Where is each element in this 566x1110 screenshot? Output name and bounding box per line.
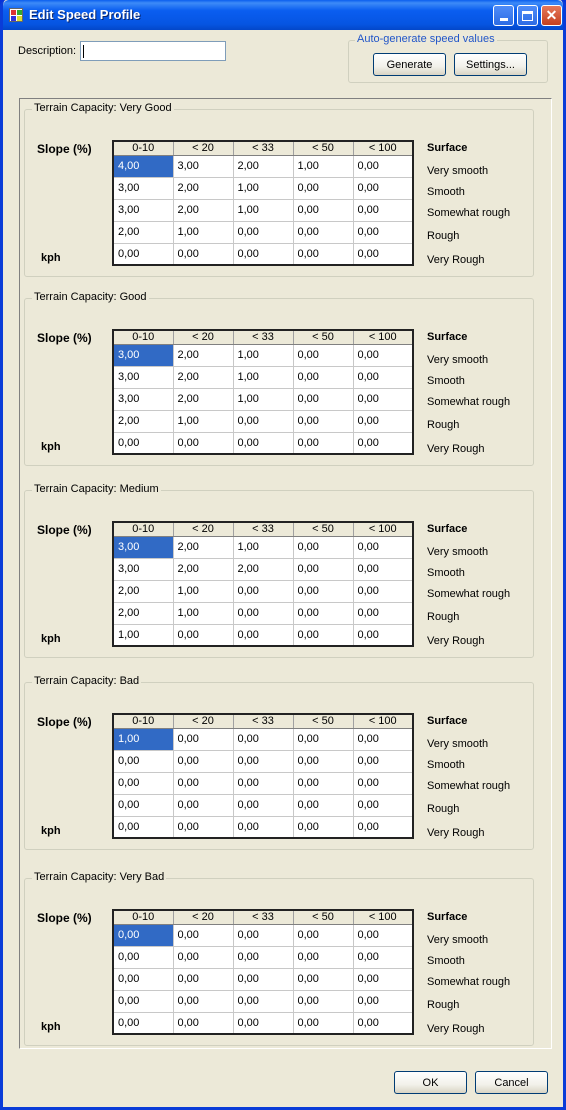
surface-label: Very Rough <box>427 635 485 647</box>
slope-column-header[interactable]: < 33 <box>233 910 293 924</box>
speed-cell[interactable]: 0,00 <box>173 243 233 265</box>
terrain-group <box>24 291 534 466</box>
slope-column-header[interactable]: 0-10 <box>113 910 173 924</box>
speed-cell[interactable]: 3,00 <box>113 388 173 410</box>
speed-cell[interactable]: 0,00 <box>233 1012 293 1034</box>
terrain-group <box>24 102 534 277</box>
column-header-row <box>113 522 413 536</box>
speed-cell[interactable]: 0,00 <box>353 602 413 624</box>
speed-cell[interactable]: 0,00 <box>353 772 413 794</box>
speed-cell[interactable]: 1,00 <box>173 410 233 432</box>
table-row <box>113 624 413 646</box>
settings-button[interactable]: Settings... <box>454 53 527 76</box>
slope-label: Slope (%) <box>37 523 92 537</box>
speed-cell[interactable]: 3,00 <box>113 344 173 366</box>
speed-cell[interactable]: 1,00 <box>173 602 233 624</box>
speed-grid[interactable] <box>112 329 414 455</box>
cancel-button[interactable]: Cancel <box>475 1071 548 1094</box>
slope-column-header[interactable]: < 33 <box>233 330 293 344</box>
description-label: Description: <box>18 45 77 57</box>
speed-cell[interactable]: 0,00 <box>113 924 173 946</box>
speed-cell[interactable]: 0,00 <box>353 968 413 990</box>
speed-cell[interactable]: 0,00 <box>293 199 353 221</box>
speed-cell[interactable]: 0,00 <box>353 388 413 410</box>
surface-label: Rough <box>427 419 460 431</box>
speed-cell[interactable]: 0,00 <box>173 1012 233 1034</box>
speed-cell[interactable]: 0,00 <box>293 946 353 968</box>
speed-cell[interactable]: 0,00 <box>293 794 353 816</box>
speed-cell[interactable]: 0,00 <box>173 924 233 946</box>
surface-label: Smooth <box>427 955 465 967</box>
terrain-group <box>24 483 534 658</box>
speed-cell[interactable]: 0,00 <box>293 624 353 646</box>
speed-cell[interactable]: 1,00 <box>233 388 293 410</box>
speed-cell[interactable]: 0,00 <box>293 772 353 794</box>
slope-column-header[interactable]: 0-10 <box>113 522 173 536</box>
table-row <box>113 366 413 388</box>
speed-cell[interactable]: 2,00 <box>113 410 173 432</box>
speed-cell[interactable]: 0,00 <box>233 946 293 968</box>
kph-label: kph <box>41 1021 61 1033</box>
surface-header: Surface <box>427 331 468 343</box>
speed-cell[interactable]: 2,00 <box>173 344 233 366</box>
speed-cell[interactable]: 2,00 <box>173 558 233 580</box>
table-row <box>113 558 413 580</box>
maximize-button[interactable] <box>517 5 538 26</box>
slope-column-header[interactable]: < 20 <box>173 330 233 344</box>
speed-cell[interactable]: 0,00 <box>293 177 353 199</box>
speed-cell[interactable]: 2,00 <box>113 221 173 243</box>
surface-label: Rough <box>427 611 460 623</box>
speed-cell[interactable]: 0,00 <box>293 410 353 432</box>
kph-label: kph <box>41 825 61 837</box>
speed-cell[interactable]: 0,00 <box>233 410 293 432</box>
table-row <box>113 199 413 221</box>
speed-cell[interactable]: 0,00 <box>113 794 173 816</box>
speed-cell[interactable]: 0,00 <box>353 946 413 968</box>
table-row <box>113 946 413 968</box>
surface-label: Very smooth <box>427 354 489 366</box>
speed-cell[interactable]: 0,00 <box>293 816 353 838</box>
slope-column-header[interactable]: < 33 <box>233 522 293 536</box>
speed-cell[interactable]: 0,00 <box>113 243 173 265</box>
speed-cell[interactable]: 0,00 <box>293 243 353 265</box>
window-title: Edit Speed Profile <box>29 7 141 22</box>
speed-cell[interactable]: 0,00 <box>293 388 353 410</box>
speed-cell[interactable]: 0,00 <box>233 624 293 646</box>
speed-cell[interactable]: 2,00 <box>233 155 293 177</box>
speed-cell[interactable]: 0,00 <box>293 924 353 946</box>
terrain-group <box>24 871 534 1046</box>
speed-cell[interactable]: 1,00 <box>233 199 293 221</box>
speed-cell[interactable]: 0,00 <box>233 580 293 602</box>
close-button[interactable] <box>541 5 562 26</box>
slope-column-header[interactable]: < 20 <box>173 522 233 536</box>
surface-label: Very Rough <box>427 254 485 266</box>
table-row <box>113 536 413 558</box>
speed-cell[interactable]: 0,00 <box>113 772 173 794</box>
terrain-group-title: Terrain Capacity: Good <box>34 291 147 303</box>
speed-cell[interactable]: 2,00 <box>113 602 173 624</box>
slope-column-header[interactable]: < 100 <box>353 330 413 344</box>
terrain-group-title: Terrain Capacity: Very Good <box>34 102 172 114</box>
surface-label: Very Rough <box>427 1023 485 1035</box>
table-row <box>113 221 413 243</box>
terrain-group <box>24 675 534 850</box>
table-row <box>113 990 413 1012</box>
slope-column-header[interactable]: < 50 <box>293 910 353 924</box>
speed-cell[interactable]: 0,00 <box>173 990 233 1012</box>
speed-cell[interactable]: 2,00 <box>233 558 293 580</box>
table-row <box>113 772 413 794</box>
speed-cell[interactable]: 0,00 <box>353 536 413 558</box>
speed-cell[interactable]: 1,00 <box>113 624 173 646</box>
table-row <box>113 388 413 410</box>
slope-column-header[interactable]: < 20 <box>173 714 233 728</box>
slope-column-header[interactable]: < 50 <box>293 330 353 344</box>
minimize-button[interactable] <box>493 5 514 26</box>
speed-cell[interactable]: 0,00 <box>173 750 233 772</box>
speed-cell[interactable]: 0,00 <box>293 750 353 772</box>
surface-label: Very smooth <box>427 738 489 750</box>
surface-label: Somewhat rough <box>427 780 511 792</box>
speed-cell[interactable]: 0,00 <box>353 177 413 199</box>
speed-cell[interactable]: 0,00 <box>353 344 413 366</box>
speed-cell[interactable]: 0,00 <box>293 536 353 558</box>
speed-cell[interactable]: 0,00 <box>233 750 293 772</box>
slope-column-header[interactable]: < 50 <box>293 522 353 536</box>
slope-label: Slope (%) <box>37 142 92 156</box>
table-row <box>113 344 413 366</box>
column-header-row <box>113 141 413 155</box>
speed-cell[interactable]: 0,00 <box>293 968 353 990</box>
speed-cell[interactable]: 0,00 <box>353 624 413 646</box>
table-row <box>113 1012 413 1034</box>
surface-label: Very Rough <box>427 443 485 455</box>
speed-cell[interactable]: 0,00 <box>353 750 413 772</box>
slope-label: Slope (%) <box>37 911 92 925</box>
table-row <box>113 243 413 265</box>
surface-label: Very smooth <box>427 934 489 946</box>
minimize-icon <box>500 18 508 21</box>
surface-label: Rough <box>427 803 460 815</box>
speed-cell[interactable]: 0,00 <box>353 199 413 221</box>
speed-cell[interactable]: 2,00 <box>113 580 173 602</box>
surface-label: Smooth <box>427 186 465 198</box>
speed-cell[interactable]: 0,00 <box>293 366 353 388</box>
speed-cell[interactable]: 0,00 <box>173 432 233 454</box>
speed-cell[interactable]: 0,00 <box>173 968 233 990</box>
table-row <box>113 924 413 946</box>
speed-cell[interactable]: 0,00 <box>233 432 293 454</box>
slope-column-header[interactable]: 0-10 <box>113 330 173 344</box>
surface-label: Smooth <box>427 759 465 771</box>
surface-header: Surface <box>427 142 468 154</box>
speed-cell[interactable]: 3,00 <box>113 177 173 199</box>
slope-column-header[interactable]: < 50 <box>293 141 353 155</box>
speed-cell[interactable]: 0,00 <box>353 990 413 1012</box>
speed-cell[interactable]: 0,00 <box>173 946 233 968</box>
speed-grid[interactable] <box>112 521 414 647</box>
speed-cell[interactable]: 0,00 <box>113 990 173 1012</box>
table-row <box>113 816 413 838</box>
speed-cell[interactable]: 2,00 <box>173 199 233 221</box>
slope-column-header[interactable]: < 33 <box>233 141 293 155</box>
maximize-icon <box>522 11 533 21</box>
surface-label: Very smooth <box>427 546 489 558</box>
surface-header: Surface <box>427 715 468 727</box>
surface-label: Somewhat rough <box>427 207 511 219</box>
speed-cell[interactable]: 0,00 <box>353 366 413 388</box>
speed-cell[interactable]: 0,00 <box>353 221 413 243</box>
speed-cell[interactable]: 0,00 <box>233 816 293 838</box>
speed-cell[interactable]: 0,00 <box>353 432 413 454</box>
speed-cell[interactable]: 0,00 <box>353 794 413 816</box>
speed-cell[interactable]: 0,00 <box>353 816 413 838</box>
surface-label: Somewhat rough <box>427 396 511 408</box>
speed-cell[interactable]: 1,00 <box>233 536 293 558</box>
slope-column-header[interactable]: 0-10 <box>113 141 173 155</box>
speed-cell[interactable]: 3,00 <box>113 536 173 558</box>
speed-cell[interactable]: 0,00 <box>353 580 413 602</box>
speed-cell[interactable]: 3,00 <box>173 155 233 177</box>
table-row <box>113 794 413 816</box>
speed-cell[interactable]: 0,00 <box>113 968 173 990</box>
surface-label: Somewhat rough <box>427 976 511 988</box>
surface-label: Very smooth <box>427 165 489 177</box>
slope-label: Slope (%) <box>37 331 92 345</box>
speed-cell[interactable]: 0,00 <box>113 946 173 968</box>
column-header-row <box>113 714 413 728</box>
generate-button[interactable]: Generate <box>373 53 446 76</box>
slope-label: Slope (%) <box>37 715 92 729</box>
speed-cell[interactable]: 1,00 <box>113 728 173 750</box>
speed-cell[interactable]: 0,00 <box>233 602 293 624</box>
speed-cell[interactable]: 0,00 <box>293 990 353 1012</box>
table-row <box>113 155 413 177</box>
speed-cell[interactable]: 0,00 <box>233 221 293 243</box>
speed-cell[interactable]: 0,00 <box>233 990 293 1012</box>
table-row <box>113 968 413 990</box>
speed-table-panel <box>19 98 552 1049</box>
speed-cell[interactable]: 1,00 <box>233 177 293 199</box>
surface-label: Smooth <box>427 375 465 387</box>
speed-cell[interactable]: 0,00 <box>293 221 353 243</box>
kph-label: kph <box>41 633 61 645</box>
surface-label: Rough <box>427 999 460 1011</box>
speed-cell[interactable]: 0,00 <box>293 344 353 366</box>
speed-cell[interactable]: 1,00 <box>233 366 293 388</box>
title-bar[interactable] <box>3 0 563 30</box>
table-row <box>113 602 413 624</box>
speed-cell[interactable]: 0,00 <box>293 1012 353 1034</box>
speed-grid[interactable] <box>112 140 414 266</box>
surface-header: Surface <box>427 911 468 923</box>
speed-cell[interactable]: 1,00 <box>173 221 233 243</box>
speed-cell[interactable]: 0,00 <box>233 794 293 816</box>
speed-cell[interactable]: 0,00 <box>353 155 413 177</box>
speed-cell[interactable]: 2,00 <box>173 388 233 410</box>
slope-column-header[interactable]: < 50 <box>293 714 353 728</box>
speed-cell[interactable]: 1,00 <box>173 580 233 602</box>
slope-column-header[interactable]: < 100 <box>353 522 413 536</box>
app-icon <box>9 8 23 22</box>
speed-cell[interactable]: 3,00 <box>113 366 173 388</box>
surface-label: Very Rough <box>427 827 485 839</box>
speed-cell[interactable]: 0,00 <box>113 432 173 454</box>
ok-button[interactable]: OK <box>394 1071 467 1094</box>
text-caret <box>83 45 84 58</box>
speed-cell[interactable]: 0,00 <box>353 243 413 265</box>
speed-cell[interactable]: 0,00 <box>113 750 173 772</box>
speed-cell[interactable]: 0,00 <box>173 624 233 646</box>
kph-label: kph <box>41 441 61 453</box>
speed-cell[interactable]: 0,00 <box>293 728 353 750</box>
speed-cell[interactable]: 1,00 <box>233 344 293 366</box>
slope-column-header[interactable]: < 100 <box>353 714 413 728</box>
column-header-row <box>113 330 413 344</box>
speed-cell[interactable]: 0,00 <box>233 924 293 946</box>
table-row <box>113 177 413 199</box>
column-header-row <box>113 910 413 924</box>
surface-label: Smooth <box>427 567 465 579</box>
table-row <box>113 750 413 772</box>
table-row <box>113 410 413 432</box>
speed-cell[interactable]: 0,00 <box>353 410 413 432</box>
speed-cell[interactable]: 0,00 <box>353 728 413 750</box>
slope-column-header[interactable]: < 33 <box>233 714 293 728</box>
speed-cell[interactable]: 0,00 <box>113 1012 173 1034</box>
speed-cell[interactable]: 0,00 <box>353 1012 413 1034</box>
slope-column-header[interactable]: < 100 <box>353 141 413 155</box>
autogen-group-title: Auto-generate speed values <box>357 33 495 45</box>
table-row <box>113 580 413 602</box>
speed-cell[interactable]: 0,00 <box>173 816 233 838</box>
speed-cell[interactable]: 3,00 <box>113 199 173 221</box>
slope-column-header[interactable]: < 20 <box>173 910 233 924</box>
speed-cell[interactable]: 3,00 <box>113 558 173 580</box>
slope-column-header[interactable]: < 100 <box>353 910 413 924</box>
speed-grid[interactable] <box>112 909 414 1035</box>
speed-cell[interactable]: 0,00 <box>233 968 293 990</box>
speed-cell[interactable]: 0,00 <box>233 243 293 265</box>
speed-cell[interactable]: 0,00 <box>293 602 353 624</box>
close-icon: ✕ <box>545 7 558 23</box>
speed-cell[interactable]: 0,00 <box>173 794 233 816</box>
speed-cell[interactable]: 4,00 <box>113 155 173 177</box>
table-row <box>113 432 413 454</box>
speed-cell[interactable]: 0,00 <box>353 558 413 580</box>
slope-column-header[interactable]: 0-10 <box>113 714 173 728</box>
speed-cell[interactable]: 2,00 <box>173 536 233 558</box>
terrain-group-title: Terrain Capacity: Bad <box>34 675 140 687</box>
description-input[interactable] <box>80 41 226 61</box>
speed-cell[interactable]: 0,00 <box>113 816 173 838</box>
kph-label: kph <box>41 252 61 264</box>
speed-cell[interactable]: 0,00 <box>233 772 293 794</box>
speed-cell[interactable]: 0,00 <box>173 728 233 750</box>
surface-header: Surface <box>427 523 468 535</box>
surface-label: Rough <box>427 230 460 242</box>
table-row <box>113 728 413 750</box>
slope-column-header[interactable]: < 20 <box>173 141 233 155</box>
speed-cell[interactable]: 0,00 <box>353 924 413 946</box>
speed-cell[interactable]: 1,00 <box>293 155 353 177</box>
terrain-group-title: Terrain Capacity: Medium <box>34 483 159 495</box>
speed-cell[interactable]: 2,00 <box>173 366 233 388</box>
surface-label: Somewhat rough <box>427 588 511 600</box>
speed-cell[interactable]: 0,00 <box>293 558 353 580</box>
speed-cell[interactable]: 0,00 <box>293 580 353 602</box>
speed-cell[interactable]: 2,00 <box>173 177 233 199</box>
speed-grid[interactable] <box>112 713 414 839</box>
terrain-group-title: Terrain Capacity: Very Bad <box>34 871 165 883</box>
speed-cell[interactable]: 0,00 <box>233 728 293 750</box>
speed-cell[interactable]: 0,00 <box>173 772 233 794</box>
speed-cell[interactable]: 0,00 <box>293 432 353 454</box>
